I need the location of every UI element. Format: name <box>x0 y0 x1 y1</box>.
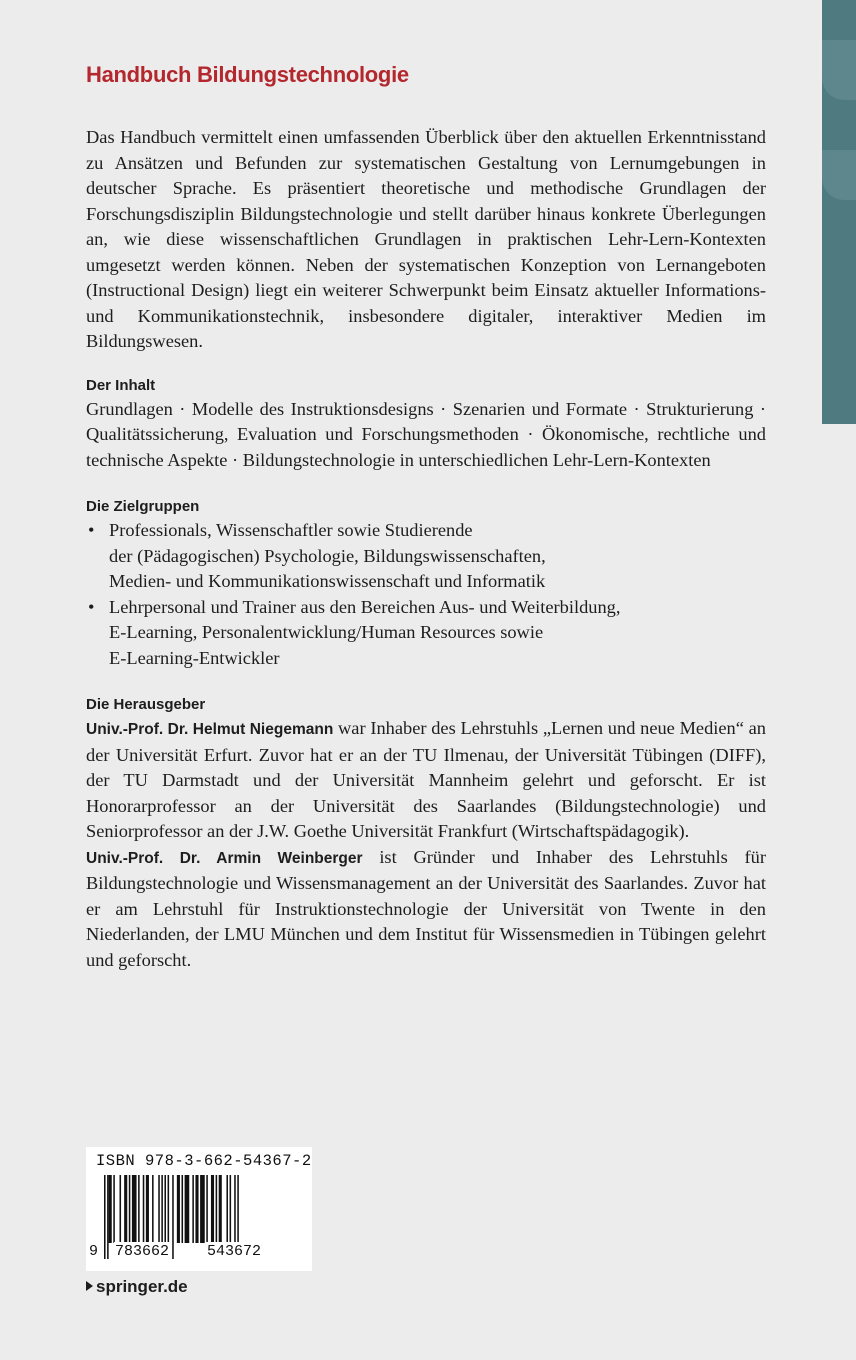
isbn-label: ISBN 978-3-662-54367-2 <box>96 1152 312 1170</box>
list-item-line: Professionals, Wissenschaftler sowie Studierende <box>109 520 473 540</box>
inhalt-text: Grundlagen · Modelle des Instruktionsdesigns · Szenarien und Formate · Strukturierung · Qualitätssicherung, Evaluation und Forschungsmethoden · Ökonomische, rechtliche und technische Aspekte · Bildungstechnologie in unterschiedlichen Lehr-Lern-Kontexten <box>86 398 766 470</box>
editor-bio-text: war Inhaber des Lehrstuhls „Lernen und neue Medien“ an der Universität Erfurt. Zuvor hat er an der TU Ilmenau, der Universität Tübingen (DIFF), der TU Darmstadt und der Universität Mannheim gelehrt und geforscht. Er ist Honorarprofessor an der Universität des Saarlandes (Bildungstechnologie) und Seniorprofessor an der J.W. Goethe Universität Frankfurt (Wirtschaftspädagogik). <box>86 718 767 841</box>
barcode-left-digits: 783662 <box>115 1243 170 1260</box>
website-label: springer.de <box>96 1277 188 1296</box>
publisher-website <box>86 1274 188 1300</box>
list-item-line: der (Pädagogischen) Psychologie, Bildungswissenschaften, <box>109 545 546 566</box>
barcode-bar <box>230 1175 232 1243</box>
section-heading-herausgeber: Die Herausgeber <box>86 696 206 713</box>
barcode-bar <box>185 1175 190 1243</box>
barcode-bar <box>182 1175 184 1243</box>
back-cover-text <box>86 58 766 973</box>
barcode-bar <box>143 1175 145 1243</box>
barcode-bar <box>161 1175 163 1243</box>
barcode-bar <box>132 1175 137 1243</box>
list-item-line: Medien- und Kommunikationswissenschaft und Informatik <box>109 571 546 591</box>
section-heading-zielgruppen: Die Zielgruppen <box>86 498 200 515</box>
barcode-bar <box>120 1175 122 1243</box>
barcode-bar <box>234 1175 236 1243</box>
isbn-barcode <box>86 1147 312 1271</box>
barcode-right-digits: 543672 <box>207 1243 262 1260</box>
list-item <box>86 518 766 595</box>
editor-name: Univ.-Prof. Dr. Armin Weinberger <box>86 849 363 867</box>
barcode-bar <box>195 1175 198 1243</box>
bullet-glyph: • <box>88 596 95 617</box>
barcode-bar <box>164 1175 166 1243</box>
barcode-bar <box>226 1175 228 1243</box>
list-item-line: Lehrpersonal und Trainer aus den Bereichen Aus- und Weiterbildung, <box>109 596 621 617</box>
book-title: Handbuch Bildungstechnologie <box>86 62 409 87</box>
section-zielgruppen <box>86 496 766 671</box>
bullet-glyph: • <box>88 520 95 540</box>
editor-bio <box>86 845 766 974</box>
barcode-bar <box>138 1175 140 1243</box>
barcode-bar <box>146 1175 149 1243</box>
zielgruppen-list <box>86 518 766 671</box>
list-item-line: E-Learning-Entwickler <box>109 647 280 668</box>
barcode-bar <box>192 1175 194 1243</box>
barcode-bar <box>200 1175 205 1243</box>
barcode-bar <box>129 1175 131 1243</box>
barcode-bar <box>177 1175 180 1243</box>
barcode-bar <box>211 1175 214 1243</box>
barcode-bar <box>158 1175 160 1243</box>
list-item <box>86 595 766 672</box>
section-heading-inhalt: Der Inhalt <box>86 376 156 394</box>
barcode-bar <box>172 1175 174 1259</box>
arrow-right-icon <box>86 1281 93 1291</box>
barcode-bar <box>206 1175 208 1243</box>
list-item-line: E-Learning, Personalentwicklung/Human Resources sowie <box>109 622 544 642</box>
barcode-bar <box>104 1175 106 1259</box>
cover-spine-strip <box>822 0 856 424</box>
barcode-bar <box>107 1175 109 1259</box>
barcode-bar <box>109 1175 112 1243</box>
intro-paragraph: Das Handbuch vermittelt einen umfassenden Überblick über den aktuellen Erkenntnisstand zu Ansätzen und Befunden zur systematischen Gestaltung von Lernumgebungen in deutscher Sprache. Es präsentiert theoretische und methodische Grundlagen der Forschungsdisziplin Bildungstechnologie und stellt darüber hinaus konkrete Überlegungen an, wie diese wissenschaftlichen Grundlagen in praktischen Lehr-Lern-Kontexten umgesetzt werden können. Neben der systematischen Konzeption von Lernangeboten (Instructional Design) liegt ein weiterer Schwerpunkt beim Einsatz aktueller Informations- und Kommunikationstechnik, insbesondere digitaler, interaktiver Medien im Bildungswesen. <box>86 127 766 351</box>
barcode-bar <box>152 1175 154 1243</box>
section-herausgeber <box>86 694 766 973</box>
spine-decoration <box>822 150 856 200</box>
barcode-bar <box>219 1175 222 1243</box>
editor-bio-text: ist Gründer und Inhaber des Lehrstuhls für Bildungstechnologie und Wissensmanagement an der Universität des Saarlandes. Zuvor hat er am Lehrstuhl für Instruktionstechnologie der Universität von Twente in den Niederlanden, der LMU München und dem Institut für Wissensmedien in Tübingen gelehrt und geforscht. <box>86 846 766 970</box>
spine-decoration <box>822 40 856 100</box>
barcode-bar <box>216 1175 218 1243</box>
barcode-bar <box>113 1175 115 1243</box>
barcode-lead-digit: 9 <box>89 1243 99 1260</box>
barcode-bar <box>124 1175 127 1243</box>
editor-name: Univ.-Prof. Dr. Helmut Niegemann <box>86 721 334 738</box>
section-inhalt <box>86 375 766 474</box>
editor-bio <box>86 716 766 845</box>
